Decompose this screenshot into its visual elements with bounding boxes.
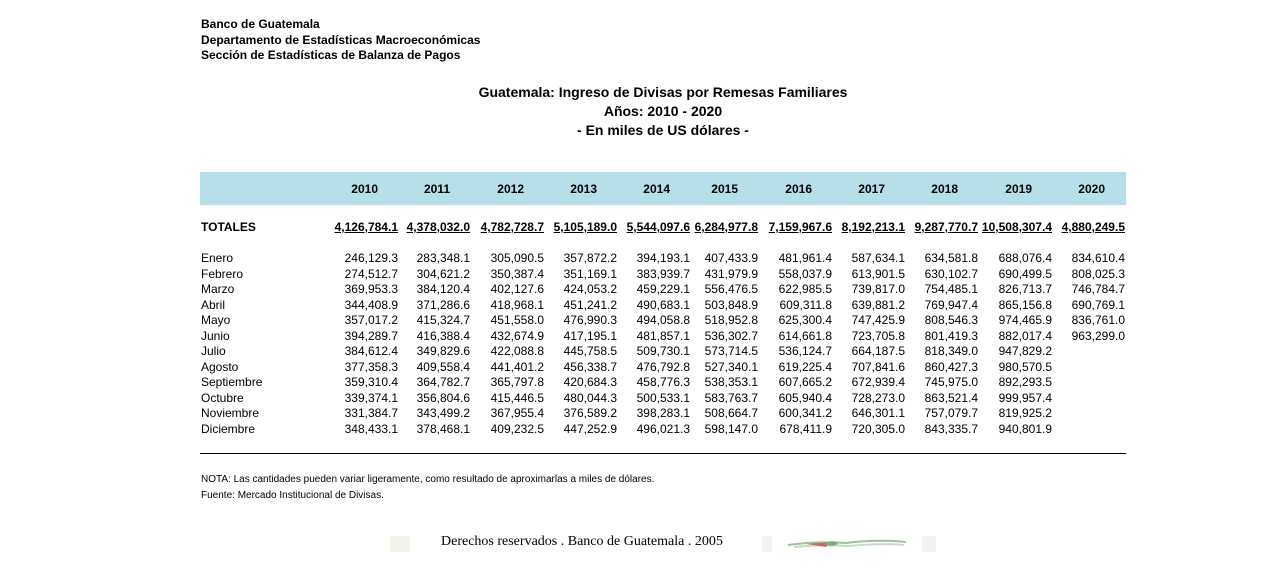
- cell-value: 481,961.4: [778, 251, 832, 265]
- cell-value: 882,017.4: [998, 328, 1052, 343]
- year-header-2020: 2020: [1078, 182, 1105, 196]
- cell-value: 754,485.1: [924, 282, 978, 296]
- total-2011: 4,378,032.0: [406, 220, 470, 234]
- cell-value: 246,129.3: [344, 251, 398, 265]
- cell-value: 818,349.0: [924, 344, 978, 358]
- cell-value: 865,156.8: [998, 297, 1052, 312]
- cell-value: 863,521.4: [924, 390, 978, 405]
- cell-value: 339,374.1: [344, 390, 398, 405]
- total-2019: 10,508,307.4: [981, 220, 1052, 234]
- cell-value: 583,763.7: [704, 390, 758, 405]
- month-label: Agosto: [201, 359, 239, 374]
- cell-value: 940,801.9: [998, 421, 1052, 436]
- cell-value: 836,761.0: [1071, 313, 1125, 327]
- monthly-rows: [200, 251, 1126, 437]
- decorative-image-left: [390, 536, 410, 552]
- cell-value: 892,293.5: [998, 375, 1052, 389]
- table-row: [200, 360, 1126, 376]
- month-label: Julio: [201, 344, 226, 358]
- totals-row: [200, 220, 1126, 236]
- month-label: Enero: [201, 251, 234, 265]
- cell-value: 974,465.9: [998, 313, 1052, 327]
- cell-value: 356,804.6: [416, 390, 470, 405]
- total-2014: 5,544,097.6: [626, 220, 690, 234]
- cell-value: 481,857.1: [636, 328, 690, 343]
- organization-header: [201, 17, 480, 64]
- cell-value: 331,384.7: [344, 406, 398, 420]
- cell-value: 536,302.7: [704, 328, 758, 343]
- total-2013: 5,105,189.0: [553, 220, 617, 234]
- year-header-2017: 2017: [858, 182, 885, 196]
- note-text: NOTA: Las cantidades pueden variar ligeramente, como resultado de aproximarlas a miles de dólares.: [201, 474, 655, 485]
- cell-value: 834,610.4: [1071, 251, 1125, 265]
- cell-value: 416,388.4: [416, 328, 470, 343]
- totals-label: TOTALES: [201, 220, 256, 234]
- table-row: [200, 375, 1126, 391]
- notes: [201, 472, 654, 504]
- copyright-text: Derechos reservados . Banco de Guatemala . 2005: [441, 534, 723, 549]
- cell-value: 420,684.3: [563, 375, 617, 389]
- month-label: Septiembre: [201, 375, 263, 389]
- table-row: [200, 298, 1126, 314]
- cell-value: 622,985.5: [778, 282, 832, 296]
- month-label: Diciembre: [201, 421, 256, 436]
- cell-value: 801,419.3: [924, 328, 978, 343]
- cell-value: 508,664.7: [704, 406, 758, 420]
- cell-value: 415,446.5: [490, 390, 544, 405]
- table-row: [200, 267, 1126, 283]
- cell-value: 808,025.3: [1071, 266, 1125, 281]
- table-row: [200, 391, 1126, 407]
- cell-value: 376,589.2: [563, 406, 617, 420]
- total-2010: 4,126,784.1: [334, 220, 398, 234]
- cell-value: 500,533.1: [636, 390, 690, 405]
- year-header-2011: 2011: [423, 182, 450, 196]
- month-label: Abril: [201, 297, 226, 312]
- title-years: Años: 2010 - 2020: [603, 103, 723, 119]
- cell-value: 720,305.0: [851, 421, 905, 436]
- year-header-2014: 2014: [643, 182, 670, 196]
- cell-value: 518,952.8: [704, 313, 758, 327]
- cell-value: 808,546.3: [924, 313, 978, 327]
- cell-value: 424,053.2: [563, 282, 617, 296]
- cell-value: 398,283.1: [636, 406, 690, 420]
- title-main: Guatemala: Ingreso de Divisas por Remesas Familiares: [478, 84, 848, 100]
- cell-value: 598,147.0: [704, 421, 758, 436]
- cell-value: 445,758.5: [563, 344, 617, 358]
- page-footer: [0, 533, 1280, 557]
- cell-value: 274,512.7: [344, 266, 398, 281]
- org-line-department: Departamento de Estadísticas Macroeconómicas: [201, 32, 481, 47]
- cell-value: 383,939.7: [636, 266, 690, 281]
- cell-value: 630,102.7: [924, 266, 978, 281]
- table-row: [200, 422, 1126, 438]
- bird-logo-icon: [786, 535, 908, 555]
- cell-value: 556,476.5: [704, 282, 758, 296]
- cell-value: 417,195.1: [563, 328, 617, 343]
- cell-value: 746,784.7: [1071, 282, 1125, 296]
- table-row: [200, 406, 1126, 422]
- cell-value: 600,341.2: [778, 406, 832, 420]
- cell-value: 357,017.2: [344, 313, 398, 327]
- cell-value: 538,353.1: [704, 375, 758, 389]
- year-header-2015: 2015: [711, 182, 738, 196]
- month-label: Marzo: [201, 282, 235, 296]
- cell-value: 476,990.3: [563, 313, 617, 327]
- cell-value: 690,499.5: [998, 266, 1052, 281]
- cell-value: 947,829.2: [998, 344, 1052, 358]
- cell-value: 451,558.0: [490, 313, 544, 327]
- cell-value: 678,411.9: [779, 421, 832, 436]
- table-row: [200, 282, 1126, 298]
- cell-value: 634,581.8: [924, 251, 978, 265]
- report-title: [0, 83, 1280, 140]
- total-2018: 9,287,770.7: [914, 220, 978, 234]
- year-header-2019: 2019: [1005, 182, 1032, 196]
- month-label: Octubre: [201, 390, 244, 405]
- cell-value: 431,979.9: [704, 266, 758, 281]
- cell-value: 509,730.1: [636, 344, 690, 358]
- title-units: - En miles de US dólares -: [577, 122, 749, 138]
- cell-value: 819,925.2: [998, 406, 1052, 420]
- cell-value: 980,570.5: [998, 359, 1052, 374]
- cell-value: 418,968.1: [490, 297, 544, 312]
- table-header-row: [200, 172, 1126, 205]
- cell-value: 283,348.1: [416, 251, 470, 265]
- cell-value: 496,021.3: [636, 421, 690, 436]
- cell-value: 343,499.2: [416, 406, 470, 420]
- cell-value: 459,229.1: [636, 282, 690, 296]
- cell-value: 664,187.5: [851, 344, 905, 358]
- source-text: Fuente: Mercado Institucional de Divisas.: [201, 490, 384, 501]
- org-line-section: Sección de Estadísticas de Balanza de Pagos: [201, 48, 461, 62]
- total-2017: 8,192,213.1: [841, 220, 905, 234]
- cell-value: 723,705.8: [851, 328, 905, 343]
- cell-value: 344,408.9: [344, 297, 398, 312]
- cell-value: 769,947.4: [924, 297, 978, 312]
- cell-value: 402,127.6: [490, 282, 544, 296]
- cell-value: 614,661.8: [778, 328, 832, 343]
- cell-value: 536,124.7: [778, 344, 832, 358]
- cell-value: 409,232.5: [490, 421, 544, 436]
- cell-value: 371,286.6: [416, 297, 470, 312]
- decorative-image-middle: [762, 536, 772, 552]
- cell-value: 305,090.5: [490, 251, 544, 265]
- month-label: Junio: [201, 328, 230, 343]
- cell-value: 476,792.8: [636, 359, 690, 374]
- decorative-image-right: [922, 536, 936, 552]
- cell-value: 349,829.6: [416, 344, 470, 358]
- cell-value: 745,975.0: [924, 375, 978, 389]
- cell-value: 607,665.2: [778, 375, 832, 389]
- cell-value: 415,324.7: [416, 313, 470, 327]
- cell-value: 422,088.8: [490, 344, 544, 358]
- year-header-2012: 2012: [497, 182, 524, 196]
- org-line-bank: Banco de Guatemala: [201, 17, 320, 31]
- cell-value: 999,957.4: [998, 390, 1052, 405]
- cell-value: 826,713.7: [998, 282, 1052, 296]
- cell-value: 619,225.4: [778, 359, 832, 374]
- cell-value: 447,252.9: [563, 421, 617, 436]
- cell-value: 690,769.1: [1071, 297, 1125, 312]
- cell-value: 503,848.9: [704, 297, 758, 312]
- cell-value: 739,817.0: [851, 282, 905, 296]
- total-2016: 7,159,967.6: [768, 220, 832, 234]
- cell-value: 707,841.6: [851, 359, 905, 374]
- cell-value: 480,044.3: [563, 390, 617, 405]
- cell-value: 613,901.5: [851, 266, 905, 281]
- cell-value: 378,468.1: [416, 421, 470, 436]
- cell-value: 609,311.8: [779, 297, 832, 312]
- cell-value: 377,358.3: [344, 359, 398, 374]
- cell-value: 384,120.4: [416, 282, 470, 296]
- month-label: Febrero: [201, 266, 244, 281]
- cell-value: 573,714.5: [704, 344, 758, 358]
- cell-value: 394,289.7: [344, 328, 398, 343]
- cell-value: 625,300.4: [778, 313, 832, 327]
- cell-value: 348,433.1: [344, 421, 398, 436]
- cell-value: 688,076.4: [998, 251, 1052, 265]
- cell-value: 757,079.7: [924, 406, 978, 420]
- cell-value: 364,782.7: [416, 375, 470, 389]
- cell-value: 304,621.2: [416, 266, 470, 281]
- cell-value: 394,193.1: [636, 251, 690, 265]
- cell-value: 458,776.3: [636, 375, 690, 389]
- remittances-table: [200, 172, 1126, 436]
- cell-value: 639,881.2: [851, 297, 905, 312]
- cell-value: 451,241.2: [563, 297, 617, 312]
- year-header-2010: 2010: [351, 182, 378, 196]
- cell-value: 587,634.1: [851, 251, 905, 265]
- cell-value: 672,939.4: [851, 375, 905, 389]
- cell-value: 963,299.0: [1071, 328, 1125, 343]
- cell-value: 357,872.2: [563, 251, 617, 265]
- cell-value: 432,674.9: [490, 328, 544, 343]
- table-bottom-rule: [200, 453, 1126, 454]
- cell-value: 359,310.4: [344, 375, 398, 389]
- year-header-2013: 2013: [570, 182, 597, 196]
- cell-value: 409,558.4: [416, 359, 470, 374]
- total-2020: 4,880,249.5: [1061, 220, 1125, 234]
- table-row: [200, 329, 1126, 345]
- cell-value: 747,425.9: [851, 313, 905, 327]
- cell-value: 527,340.1: [704, 359, 758, 374]
- year-header-2018: 2018: [931, 182, 958, 196]
- total-2012: 4,782,728.7: [480, 220, 544, 234]
- cell-value: 494,058.8: [636, 313, 690, 327]
- cell-value: 384,612.4: [344, 344, 398, 358]
- month-label: Noviembre: [201, 406, 260, 420]
- cell-value: 365,797.8: [490, 375, 544, 389]
- cell-value: 860,427.3: [924, 359, 978, 374]
- cell-value: 369,953.3: [344, 282, 398, 296]
- table-row: [200, 313, 1126, 329]
- cell-value: 843,335.7: [924, 421, 978, 436]
- table-row: [200, 251, 1126, 267]
- total-2015: 6,284,977.8: [694, 220, 758, 234]
- cell-value: 350,387.4: [490, 266, 544, 281]
- cell-value: 646,301.1: [851, 406, 905, 420]
- cell-value: 351,169.1: [563, 266, 617, 281]
- cell-value: 490,683.1: [636, 297, 690, 312]
- cell-value: 558,037.9: [778, 266, 832, 281]
- cell-value: 605,940.4: [778, 390, 832, 405]
- cell-value: 407,433.9: [704, 251, 758, 265]
- month-label: Mayo: [201, 313, 231, 327]
- year-header-2016: 2016: [785, 182, 812, 196]
- cell-value: 456,338.7: [563, 359, 617, 374]
- table-row: [200, 344, 1126, 360]
- cell-value: 441,401.2: [490, 359, 544, 374]
- cell-value: 367,955.4: [490, 406, 544, 420]
- cell-value: 728,273.0: [851, 390, 905, 405]
